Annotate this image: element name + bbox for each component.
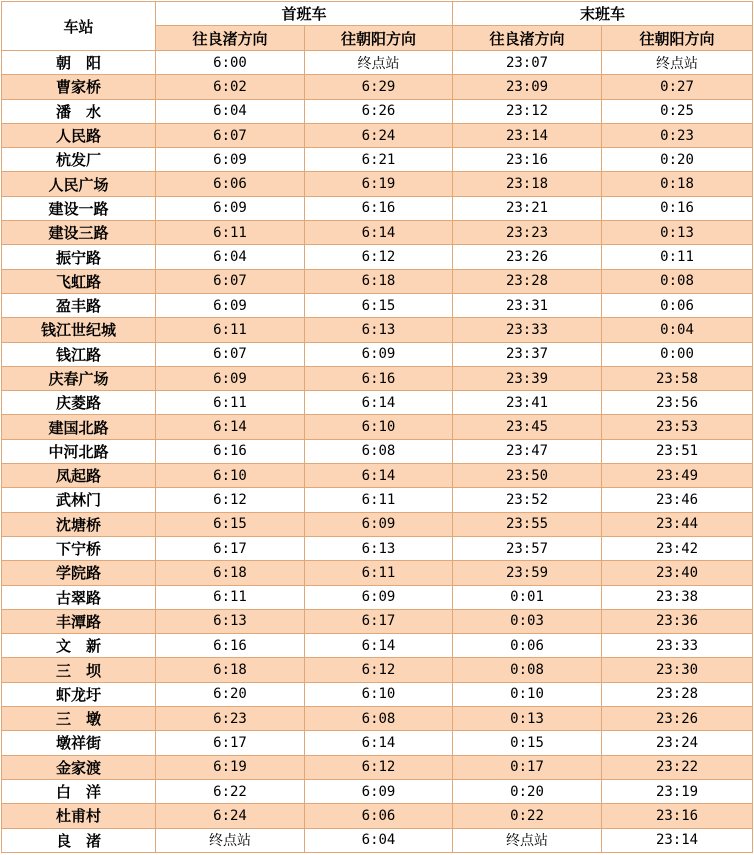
last-train-to-liangzhu: 0:15	[453, 731, 602, 755]
last-train-to-chaoyang: 0:04	[602, 318, 753, 342]
table-row	[2, 391, 753, 415]
first-train-to-chaoyang: 6:14	[305, 391, 453, 415]
station-name: 虾龙圩	[2, 682, 156, 706]
first-train-to-chaoyang: 终点站	[305, 51, 453, 75]
last-train-to-liangzhu: 0:06	[453, 634, 602, 658]
last-train-to-chaoyang: 0:18	[602, 172, 753, 196]
last-train-to-liangzhu: 23:41	[453, 391, 602, 415]
last-train-to-liangzhu: 23:18	[453, 172, 602, 196]
first-train-to-liangzhu: 6:13	[156, 609, 305, 633]
station-name: 建设三路	[2, 221, 156, 245]
first-train-to-chaoyang: 6:09	[305, 342, 453, 366]
last-train-to-liangzhu: 0:08	[453, 658, 602, 682]
first-train-to-chaoyang: 6:14	[305, 221, 453, 245]
last-train-to-liangzhu: 23:12	[453, 99, 602, 123]
first-train-to-liangzhu: 6:07	[156, 269, 305, 293]
first-train-to-liangzhu: 6:09	[156, 148, 305, 172]
last-train-to-liangzhu: 23:26	[453, 245, 602, 269]
last-train-to-chaoyang: 23:58	[602, 366, 753, 390]
first-train-to-chaoyang: 6:16	[305, 196, 453, 220]
table-row	[2, 75, 753, 99]
table-row	[2, 512, 753, 536]
station-name: 沈塘桥	[2, 512, 156, 536]
last-train-to-liangzhu: 23:45	[453, 415, 602, 439]
station-name: 庆春广场	[2, 366, 156, 390]
first-train-to-liangzhu: 6:24	[156, 804, 305, 828]
last-train-to-chaoyang: 0:06	[602, 293, 753, 317]
table-row	[2, 148, 753, 172]
table-row	[2, 755, 753, 779]
station-name: 三 坝	[2, 658, 156, 682]
first-train-to-chaoyang: 6:15	[305, 293, 453, 317]
station-name: 建设一路	[2, 196, 156, 220]
table-row	[2, 51, 753, 75]
last-train-to-chaoyang: 0:13	[602, 221, 753, 245]
first-train-to-liangzhu: 6:18	[156, 561, 305, 585]
first-train-to-liangzhu: 6:23	[156, 707, 305, 731]
first-train-to-chaoyang: 6:12	[305, 245, 453, 269]
last-train-to-liangzhu: 0:03	[453, 609, 602, 633]
first-train-to-chaoyang: 6:14	[305, 731, 453, 755]
last-train-to-chaoyang: 0:20	[602, 148, 753, 172]
first-train-to-chaoyang: 6:10	[305, 415, 453, 439]
last-train-to-chaoyang: 23:40	[602, 561, 753, 585]
table-row	[2, 609, 753, 633]
station-name: 杭发厂	[2, 148, 156, 172]
station-name: 武林门	[2, 488, 156, 512]
station-name: 良 渚	[2, 828, 156, 852]
last-train-to-chaoyang: 0:27	[602, 75, 753, 99]
last-train-to-chaoyang: 23:22	[602, 755, 753, 779]
first-train-to-liangzhu: 6:02	[156, 75, 305, 99]
first-train-to-liangzhu: 6:10	[156, 464, 305, 488]
first-train-to-chaoyang: 6:17	[305, 609, 453, 633]
station-column-header: 车站	[2, 2, 156, 51]
station-name: 振宁路	[2, 245, 156, 269]
last-train-to-chaoyang: 0:25	[602, 99, 753, 123]
last-train-to-liangzhu: 23:55	[453, 512, 602, 536]
last-train-to-liangzhu: 23:50	[453, 464, 602, 488]
last-train-to-liangzhu: 0:17	[453, 755, 602, 779]
last-train-to-liangzhu: 23:57	[453, 536, 602, 560]
table-row	[2, 196, 753, 220]
first-train-to-chaoyang: 6:14	[305, 464, 453, 488]
first-train-to-chaoyang: 6:18	[305, 269, 453, 293]
first-train-to-liangzhu: 6:16	[156, 439, 305, 463]
table-row	[2, 779, 753, 803]
first-train-to-liangzhu: 6:12	[156, 488, 305, 512]
first-train-to-chaoyang: 6:13	[305, 536, 453, 560]
last-train-to-liangzhu: 23:09	[453, 75, 602, 99]
table-row	[2, 318, 753, 342]
first-train-to-liangzhu: 6:17	[156, 536, 305, 560]
first-train-to-liangzhu: 6:07	[156, 123, 305, 147]
last-train-to-chaoyang: 23:19	[602, 779, 753, 803]
last-train-to-chaoyang: 终点站	[602, 51, 753, 75]
last-train-to-chaoyang: 23:26	[602, 707, 753, 731]
last-train-to-liangzhu: 23:33	[453, 318, 602, 342]
station-name: 杜甫村	[2, 804, 156, 828]
last-train-to-chaoyang: 23:56	[602, 391, 753, 415]
first-train-to-chaoyang: 6:21	[305, 148, 453, 172]
first-train-to-liangzhu: 6:11	[156, 221, 305, 245]
last-train-to-chaoyang: 23:44	[602, 512, 753, 536]
last-train-liangzhu-header: 往良渚方向	[453, 26, 602, 51]
last-train-to-liangzhu: 23:37	[453, 342, 602, 366]
last-train-to-liangzhu: 23:52	[453, 488, 602, 512]
station-name: 钱江路	[2, 342, 156, 366]
first-train-to-chaoyang: 6:29	[305, 75, 453, 99]
station-name: 庆菱路	[2, 391, 156, 415]
table-row	[2, 245, 753, 269]
last-train-to-chaoyang: 23:33	[602, 634, 753, 658]
first-train-to-chaoyang: 6:09	[305, 779, 453, 803]
station-name: 建国北路	[2, 415, 156, 439]
first-train-to-chaoyang: 6:26	[305, 99, 453, 123]
first-train-to-chaoyang: 6:04	[305, 828, 453, 852]
last-train-to-liangzhu: 23:07	[453, 51, 602, 75]
first-train-to-chaoyang: 6:09	[305, 585, 453, 609]
last-train-to-chaoyang: 23:28	[602, 682, 753, 706]
first-train-header: 首班车	[156, 2, 453, 26]
first-train-to-liangzhu: 6:07	[156, 342, 305, 366]
first-train-to-chaoyang: 6:06	[305, 804, 453, 828]
first-train-to-chaoyang: 6:09	[305, 512, 453, 536]
last-train-to-chaoyang: 23:53	[602, 415, 753, 439]
table-row	[2, 221, 753, 245]
first-train-to-liangzhu: 6:22	[156, 779, 305, 803]
last-train-to-chaoyang: 0:11	[602, 245, 753, 269]
last-train-to-liangzhu: 23:23	[453, 221, 602, 245]
station-name: 学院路	[2, 561, 156, 585]
last-train-to-chaoyang: 23:51	[602, 439, 753, 463]
station-name: 白 洋	[2, 779, 156, 803]
last-train-to-chaoyang: 0:00	[602, 342, 753, 366]
station-name: 潘 水	[2, 99, 156, 123]
table-row	[2, 731, 753, 755]
header-row-top	[2, 2, 753, 26]
last-train-to-liangzhu: 0:13	[453, 707, 602, 731]
last-train-to-chaoyang: 23:24	[602, 731, 753, 755]
table-row	[2, 828, 753, 852]
first-train-to-chaoyang: 6:10	[305, 682, 453, 706]
table-row	[2, 634, 753, 658]
table-row	[2, 658, 753, 682]
last-train-to-liangzhu: 0:01	[453, 585, 602, 609]
first-train-to-liangzhu: 终点站	[156, 828, 305, 852]
first-train-to-chaoyang: 6:14	[305, 634, 453, 658]
first-train-to-liangzhu: 6:14	[156, 415, 305, 439]
last-train-to-chaoyang: 23:38	[602, 585, 753, 609]
first-train-to-chaoyang: 6:19	[305, 172, 453, 196]
first-train-to-liangzhu: 6:11	[156, 318, 305, 342]
station-name: 下宁桥	[2, 536, 156, 560]
station-name: 盈丰路	[2, 293, 156, 317]
last-train-to-chaoyang: 23:49	[602, 464, 753, 488]
table-row	[2, 172, 753, 196]
first-train-to-liangzhu: 6:06	[156, 172, 305, 196]
table-row	[2, 439, 753, 463]
last-train-chaoyang-header: 往朝阳方向	[602, 26, 753, 51]
last-train-to-chaoyang: 0:16	[602, 196, 753, 220]
station-name: 三 墩	[2, 707, 156, 731]
first-train-to-chaoyang: 6:13	[305, 318, 453, 342]
first-train-to-liangzhu: 6:17	[156, 731, 305, 755]
first-train-to-liangzhu: 6:04	[156, 245, 305, 269]
last-train-to-liangzhu: 23:16	[453, 148, 602, 172]
last-train-to-liangzhu: 23:39	[453, 366, 602, 390]
table-row	[2, 293, 753, 317]
first-train-to-liangzhu: 6:11	[156, 391, 305, 415]
last-train-header: 末班车	[453, 2, 753, 26]
first-train-to-liangzhu: 6:15	[156, 512, 305, 536]
station-name: 凤起路	[2, 464, 156, 488]
table-row	[2, 366, 753, 390]
last-train-to-liangzhu: 23:31	[453, 293, 602, 317]
timetable-body	[2, 51, 753, 853]
first-train-liangzhu-header: 往良渚方向	[156, 26, 305, 51]
first-train-to-chaoyang: 6:12	[305, 755, 453, 779]
station-name: 曹家桥	[2, 75, 156, 99]
table-row	[2, 585, 753, 609]
last-train-to-chaoyang: 23:16	[602, 804, 753, 828]
first-train-to-liangzhu: 6:09	[156, 196, 305, 220]
table-row	[2, 682, 753, 706]
first-train-to-chaoyang: 6:11	[305, 561, 453, 585]
table-row	[2, 561, 753, 585]
last-train-to-liangzhu: 0:10	[453, 682, 602, 706]
table-row	[2, 536, 753, 560]
last-train-to-liangzhu: 23:21	[453, 196, 602, 220]
first-train-to-chaoyang: 6:08	[305, 439, 453, 463]
last-train-to-chaoyang: 0:08	[602, 269, 753, 293]
last-train-to-liangzhu: 23:28	[453, 269, 602, 293]
last-train-to-chaoyang: 23:36	[602, 609, 753, 633]
last-train-to-liangzhu: 终点站	[453, 828, 602, 852]
station-name: 金家渡	[2, 755, 156, 779]
first-train-to-liangzhu: 6:04	[156, 99, 305, 123]
first-train-to-liangzhu: 6:20	[156, 682, 305, 706]
table-row	[2, 804, 753, 828]
station-name: 文 新	[2, 634, 156, 658]
table-row	[2, 342, 753, 366]
last-train-to-chaoyang: 23:14	[602, 828, 753, 852]
table-row	[2, 415, 753, 439]
table-row	[2, 707, 753, 731]
station-name: 人民路	[2, 123, 156, 147]
first-train-to-liangzhu: 6:18	[156, 658, 305, 682]
first-train-to-liangzhu: 6:00	[156, 51, 305, 75]
station-name: 古翠路	[2, 585, 156, 609]
last-train-to-liangzhu: 23:14	[453, 123, 602, 147]
last-train-to-liangzhu: 23:47	[453, 439, 602, 463]
first-train-to-chaoyang: 6:24	[305, 123, 453, 147]
first-train-to-liangzhu: 6:11	[156, 585, 305, 609]
table-row	[2, 99, 753, 123]
table-row	[2, 464, 753, 488]
table-row	[2, 269, 753, 293]
station-name: 朝 阳	[2, 51, 156, 75]
station-name: 飞虹路	[2, 269, 156, 293]
last-train-to-chaoyang: 23:30	[602, 658, 753, 682]
station-name: 丰潭路	[2, 609, 156, 633]
first-train-to-chaoyang: 6:08	[305, 707, 453, 731]
last-train-to-liangzhu: 23:59	[453, 561, 602, 585]
last-train-to-chaoyang: 23:46	[602, 488, 753, 512]
first-train-to-liangzhu: 6:19	[156, 755, 305, 779]
timetable	[1, 1, 753, 853]
station-name: 钱江世纪城	[2, 318, 156, 342]
first-train-to-chaoyang: 6:11	[305, 488, 453, 512]
station-name: 中河北路	[2, 439, 156, 463]
last-train-to-chaoyang: 23:42	[602, 536, 753, 560]
station-name: 墩祥街	[2, 731, 156, 755]
first-train-to-chaoyang: 6:12	[305, 658, 453, 682]
last-train-to-liangzhu: 0:22	[453, 804, 602, 828]
first-train-to-liangzhu: 6:09	[156, 366, 305, 390]
table-row	[2, 123, 753, 147]
station-name: 人民广场	[2, 172, 156, 196]
first-train-to-liangzhu: 6:09	[156, 293, 305, 317]
last-train-to-liangzhu: 0:20	[453, 779, 602, 803]
first-train-chaoyang-header: 往朝阳方向	[305, 26, 453, 51]
first-train-to-chaoyang: 6:16	[305, 366, 453, 390]
table-row	[2, 488, 753, 512]
last-train-to-chaoyang: 0:23	[602, 123, 753, 147]
first-train-to-liangzhu: 6:16	[156, 634, 305, 658]
